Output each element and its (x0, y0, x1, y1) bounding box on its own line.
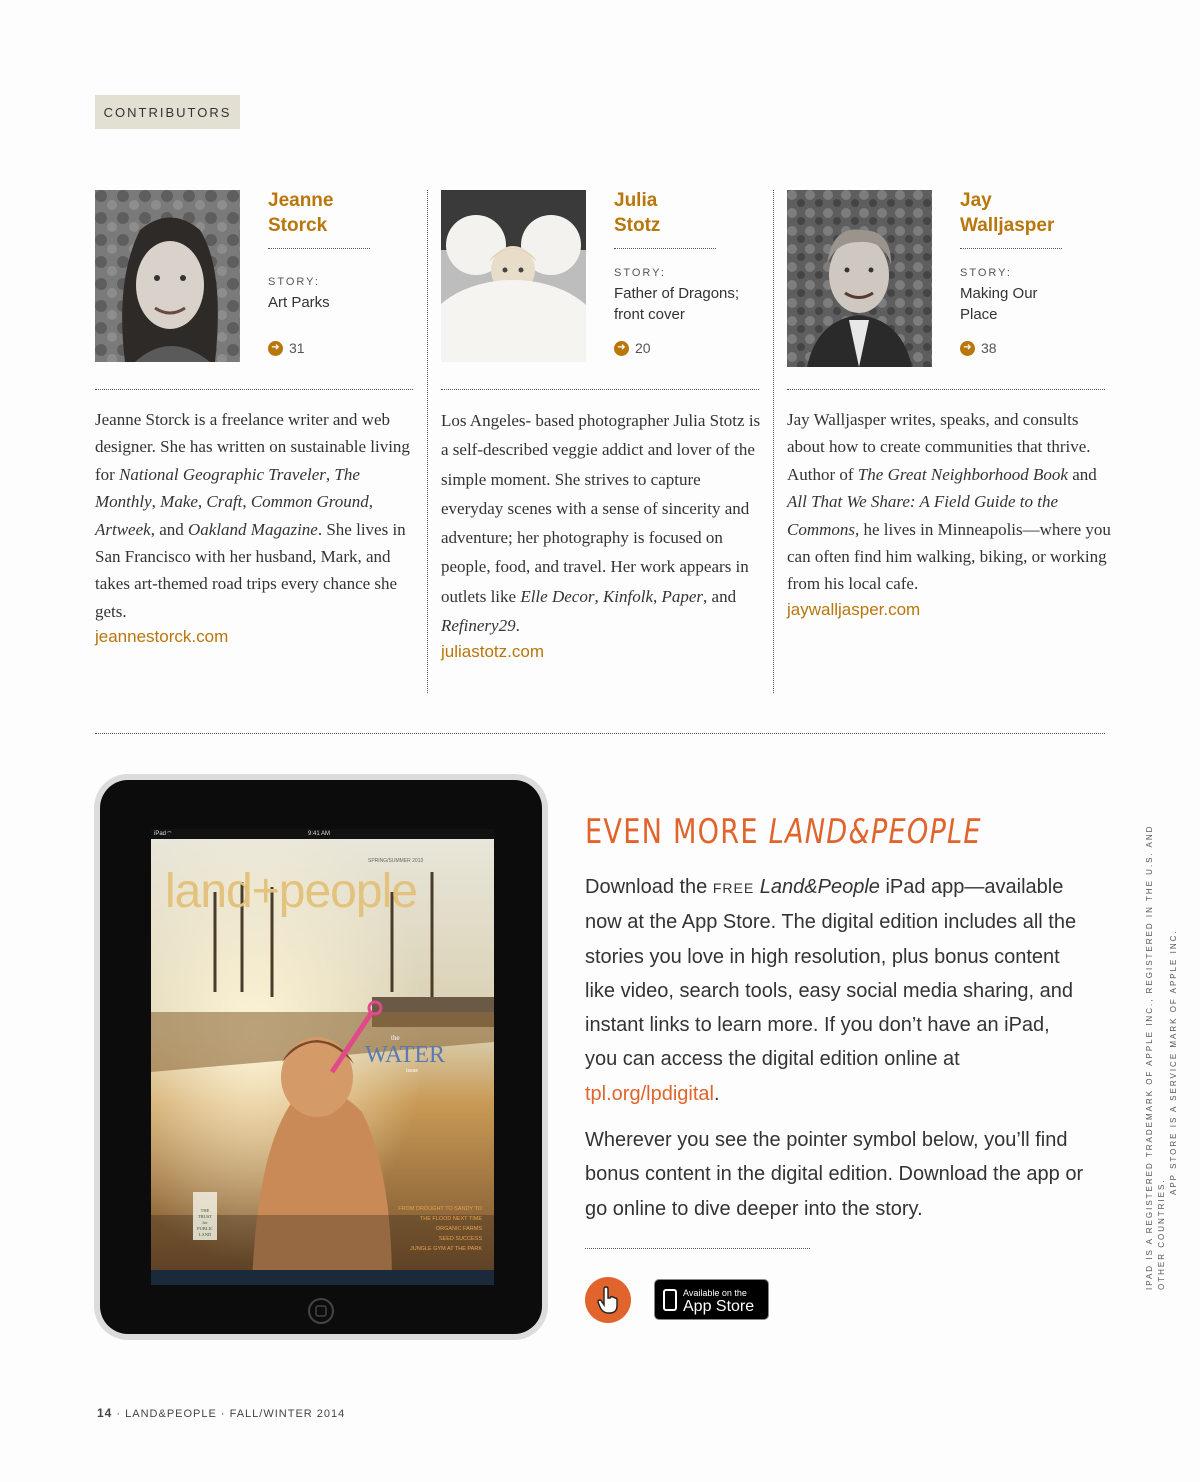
app-store-badge[interactable] (654, 1279, 769, 1320)
page-number: 14 (97, 1406, 113, 1420)
seal-line: for (202, 1220, 208, 1225)
page-number: 38 (981, 340, 997, 356)
arrow-right-circle-icon: ➜ (960, 341, 975, 356)
contributor-header-storck (268, 188, 370, 249)
trust-seal (194, 1208, 216, 1238)
divider (787, 389, 1105, 390)
ipad-image (92, 772, 550, 1342)
contributor-photo-stotz (441, 190, 586, 362)
website-link[interactable]: juliastotz.com (441, 642, 544, 662)
divider (95, 389, 413, 390)
issue-date: SPRING/SUMMER 2013 (368, 858, 424, 864)
last-name: Stotz (614, 215, 661, 236)
page-footer (97, 1406, 345, 1420)
section-divider (95, 733, 1105, 734)
promo-body (585, 870, 1085, 1226)
section-label: CONTRIBUTORS (95, 95, 240, 129)
page-ref-walljasper[interactable] (960, 340, 997, 356)
divider (585, 1248, 810, 1249)
story-title-line: front cover (614, 306, 685, 323)
page-number: 20 (635, 340, 651, 356)
apple-icon (663, 1289, 677, 1311)
website-link[interactable]: jeannestorck.com (95, 627, 229, 647)
story-title (614, 283, 739, 325)
contributor-name (960, 188, 1062, 249)
issue-word: issue (406, 1068, 418, 1074)
badge-text (683, 1287, 754, 1313)
seal-line: THE (200, 1208, 210, 1213)
page-ref-storck[interactable] (268, 340, 305, 356)
issue-name: WATER (365, 1042, 445, 1068)
cover-lines (382, 1204, 482, 1254)
cover-line: SEED SUCCESS (438, 1236, 482, 1242)
bio-storck (95, 406, 415, 647)
cover-line: JUNGLE GYM AT THE PARK (409, 1246, 482, 1252)
column-divider (427, 190, 428, 693)
bio-text: Jeanne Storck is a freelance writer and web designer. She has written on sustainable living for National Geographic Traveler, The Monthly, Make, Craft, Common Ground, Artweek, and Oakland Magazine. She lives in San Francisco with her husband, Mark, and takes art-themed road trips every chance she gets. (95, 410, 410, 621)
first-name: Jay (960, 190, 992, 211)
ipad-status-carrier: iPad (154, 831, 167, 837)
seal-line: PUBLIC (196, 1226, 213, 1231)
digital-edition-link[interactable]: tpl.org/lpdigital (585, 1082, 714, 1105)
story-title-line: Place (960, 306, 998, 323)
story-title-line: Art Parks (268, 294, 330, 311)
seal-line: TRUST (197, 1214, 213, 1219)
contributor-name (268, 188, 370, 249)
legal-notice (1144, 810, 1180, 1290)
contributor-header-walljasper (960, 188, 1062, 249)
last-name: Storck (268, 215, 328, 236)
contributor-header-stotz (614, 188, 716, 249)
contributor-name (614, 188, 716, 249)
story-label: STORY: (268, 276, 320, 288)
promo-paragraph: Download the FREE Land&People iPad app—available now at the App Store. The digital edition includes all the stories you love in high resolution, plus bonus content like video, search tools, easy social media sharing, and instant links to learn more. If you don’t have an iPad, you can access the digital edition online at tpl.org/lpdigital. (585, 876, 1077, 1105)
bio-text: Los Angeles- based photographer Julia Stotz is a self-described veggie addict and lover of the simple moment. She strives to capture everyday scenes with a sense of sincerity and adventure; her photography is focused on people, food, and travel. Her work appears in outlets like Elle Decor, Kinfolk, Paper, and Refinery29. (441, 411, 761, 636)
first-name: Jeanne (268, 190, 334, 211)
promo-title: EVEN MORE LAND&PEOPLE (585, 812, 982, 852)
first-name: Julia (614, 190, 658, 211)
pointer-hand-icon[interactable] (585, 1277, 631, 1323)
page-ref-stotz[interactable] (614, 340, 651, 356)
website-link[interactable]: jaywalljasper.com (787, 599, 921, 619)
last-name: Walljasper (960, 215, 1055, 236)
legal-line: APP STORE IS A SERVICE MARK OF APPLE INC. (1169, 929, 1178, 1195)
story-info-walljasper (960, 267, 1038, 325)
story-title-line: Father of Dragons; (614, 285, 740, 302)
story-info-stotz (614, 267, 739, 325)
story-label: STORY: (960, 267, 1012, 279)
story-title-line: Making Our (960, 285, 1038, 302)
bio-stotz (441, 406, 761, 662)
cover-line: FROM DROUGHT TO SANDY TO (398, 1206, 482, 1212)
arrow-right-circle-icon: ➜ (268, 341, 283, 356)
arrow-right-circle-icon: ➜ (614, 341, 629, 356)
story-title (960, 283, 1038, 325)
bio-text: Jay Walljasper writes, speaks, and consults about how to create communities that thrive. Author of The Great Neighborhood Book and All That We Share: A Field Guide to the Commons, he lives in Minneapolis—where you can often find him walking, biking, or working from his local cafe. (787, 410, 1111, 594)
bio-walljasper (787, 406, 1112, 620)
badge-small-text: Available on the (683, 1287, 747, 1298)
issue-the: the (391, 1034, 400, 1042)
promo-paragraph: Wherever you see the pointer symbol below, you’ll find bonus content in the digital edition. Download the app or go online to dive deeper into the story. (585, 1129, 1084, 1220)
seal-line: LAND (198, 1232, 212, 1237)
wifi-icon: ⌔ (166, 831, 173, 838)
story-label: STORY: (614, 267, 666, 279)
contributor-photo-storck (95, 190, 240, 362)
page-number: 31 (289, 340, 305, 356)
contributor-photo-walljasper (787, 190, 932, 367)
badge-big-text: App Store (683, 1297, 755, 1315)
story-title (268, 292, 330, 313)
cover-line: THE FLOOD NEXT TIME (419, 1216, 482, 1222)
story-info-storck (268, 276, 330, 313)
ipad-status-time: 9:41 AM (308, 831, 331, 837)
cover-line: ORGANIC FARMS (435, 1226, 482, 1232)
magazine-title: land+people (165, 865, 417, 918)
footer-text: · LAND&PEOPLE · FALL/WINTER 2014 (112, 1408, 346, 1420)
divider (441, 389, 759, 390)
legal-line: IPAD IS A REGISTERED TRADEMARK OF APPLE INC., REGISTERED IN THE U.S. AND OTHER COUNTRIES. (1145, 824, 1166, 1290)
column-divider (773, 190, 774, 693)
